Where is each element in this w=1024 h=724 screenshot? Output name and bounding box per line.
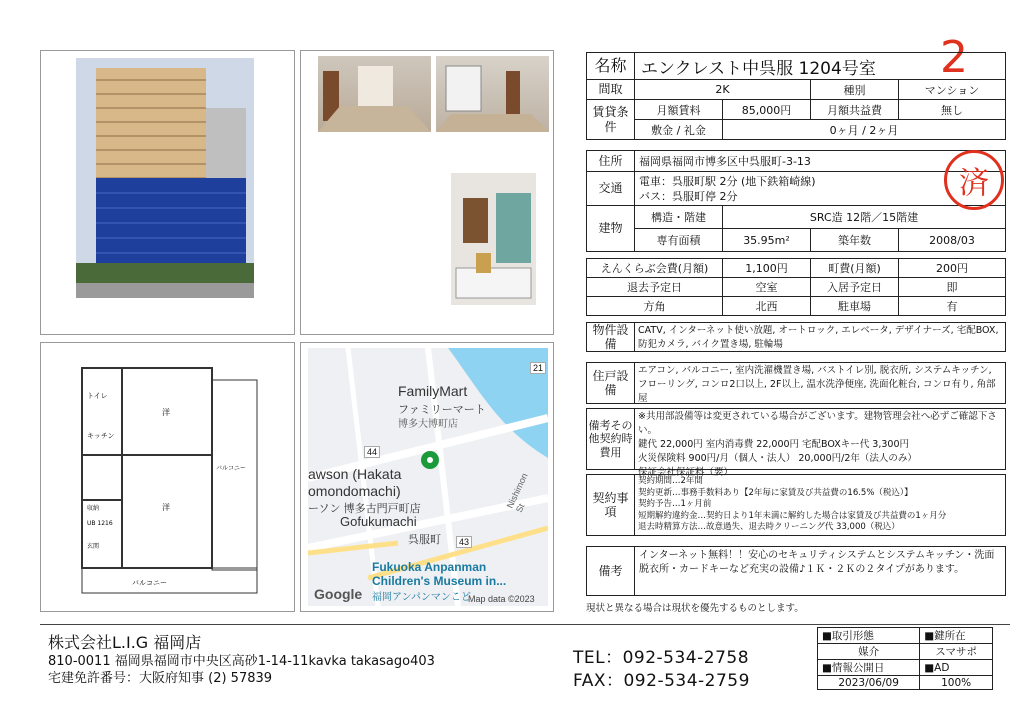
direction-value: 北西: [723, 297, 811, 315]
status-h4: ■AD: [920, 660, 993, 676]
map-station-en: Gofukumachi: [340, 514, 417, 529]
structure-value: SRC造 12階／15階建: [723, 206, 1005, 229]
sheet-number: 2: [940, 32, 968, 83]
contract-line5: 退去時精算方法…故意過失、退去時クリーニング代 33,000（税込）: [638, 522, 900, 532]
status-h1: ■取引形態: [818, 628, 920, 644]
remarks-row: [586, 546, 1006, 596]
deposit-label: 敷金 / 礼金: [635, 120, 723, 139]
status-table: [817, 627, 993, 690]
company-license: 宅建免許番号：大阪府知事 (2) 57839: [48, 671, 273, 686]
floorplan-room1-label: 洋: [162, 408, 170, 417]
floorplan-ub-label: UB 1216: [87, 520, 113, 527]
rent-block: [586, 100, 1006, 140]
unit-facilities-label: 住戸設備: [587, 363, 635, 403]
parking-label: 駐車場: [811, 297, 899, 315]
stamp-text: 済: [959, 166, 989, 201]
map-route-44: 44: [364, 446, 380, 458]
fees-block: [586, 258, 1006, 316]
unit-facilities-row: [586, 362, 1006, 404]
type-label: 種別: [811, 80, 899, 99]
contract-label: 契約事項: [587, 475, 635, 535]
floorplan: [62, 360, 272, 600]
status-v1: 媒介: [818, 644, 920, 660]
contract-line4: 短期解約違約金…契約日より1年未満に解約した場合は家賃及び共益費の1ヶ月分: [638, 510, 947, 521]
name-row: [586, 52, 1006, 80]
transport-train: 電車：呉服町駅 2分 (地下鉄箱崎線): [639, 174, 816, 188]
other-fees-line1: ※共用部設備等は変更されている場合がございます。建物管理会社へ必ずご確認下さい。: [638, 411, 997, 436]
transport-label: 交通: [587, 172, 635, 205]
area-label: 専有面積: [635, 229, 723, 251]
move-in-label: 入居予定日: [811, 278, 899, 297]
building-label: 建物: [587, 206, 635, 251]
map-familymart-jp: ファミリーマート: [398, 404, 486, 416]
contract-line1: 契約期間…2年間: [638, 476, 703, 486]
other-fees-line2: 鍵代 22,000円 室内消毒費 22,000円 宅配BOXキー代 3,300円: [638, 439, 910, 450]
common-fee-value: 無し: [899, 100, 1005, 120]
facilities-row: [586, 322, 1006, 352]
address-row: [586, 150, 1006, 172]
address-value: 福岡県福岡市博多区中呉服町-3-13: [639, 155, 811, 168]
map-route-43: 43: [456, 536, 472, 548]
rent-label: 賃貸条件: [587, 100, 635, 139]
company-address: 810-0011 福岡県福岡市中央区高砂1-14-11kavka takasago403: [48, 654, 435, 669]
madori-label: 間取: [587, 80, 635, 99]
building-photo: [76, 58, 254, 298]
floorplan-balcony-label: バルコニー: [216, 465, 247, 472]
contract-row: [586, 474, 1006, 536]
other-fees-line4: 保証会社保証料（要）: [638, 467, 734, 478]
status-v2: スマサポ: [920, 644, 993, 660]
floorplan-toilet-label: トイレ: [87, 392, 108, 400]
map-familymart-sub: 博多大博町店: [398, 419, 458, 430]
madori-value: 2K: [635, 80, 811, 99]
map-lawson-en2: omondomachi): [308, 483, 401, 499]
floorplan-room2-label: 洋: [162, 503, 170, 512]
unit-facilities-text: エアコン, バルコニー, 室内洗濯機置き場, バストイレ別, 脱衣所, システムキッチン, フローリング, コンロ2口以上, 2F以上, 温水洗浄便座, 洗面化粧台, コンロ有り, 角部屋: [638, 365, 996, 404]
company-fax: FAX：092-534-2759: [573, 671, 750, 691]
monthly-rent-value: 85,000円: [723, 100, 811, 120]
facilities-text: CATV, インターネット使い放題, オートロック, エレベータ, デザイナーズ, 宅配BOX, 防犯カメラ, バイク置き場, 駐輪場: [638, 325, 999, 350]
club-fee-label: えんくらぶ会費(月額): [587, 259, 723, 278]
map-google-logo: Google: [314, 586, 363, 602]
monthly-rent-label: 月額賃料: [635, 100, 723, 120]
town-fee-value: 200円: [899, 259, 1005, 278]
other-fees-line3: 火災保険料 900円/月（個人・法人） 20,000円/2年（法人のみ）: [638, 453, 917, 464]
leave-date-value: 空室: [723, 278, 811, 297]
leave-date-label: 退去予定日: [587, 278, 723, 297]
floorplan-entrance-label: 玄関: [87, 543, 100, 550]
map-data-credit: Map data ©2023: [468, 594, 535, 604]
contract-line3: 契約予告…1ヶ月前: [638, 499, 712, 509]
map-route-21: 21: [530, 362, 546, 374]
status-v4: 100%: [920, 676, 993, 690]
type-value: マンション: [924, 83, 980, 97]
other-fees-row: [586, 408, 1006, 478]
map-museum-jp: 福岡アンパンマンこど: [372, 592, 471, 603]
other-fees-label: 備考その他契約時費用: [587, 409, 635, 469]
facilities-label: 物件設備: [587, 323, 635, 351]
floorplan-balcony2-label: バルコニー: [132, 579, 167, 587]
name-label: 名称: [587, 53, 635, 79]
age-label: 築年数: [811, 229, 899, 251]
transport-bus: バス：呉服町停 2分: [639, 189, 738, 203]
madori-row: [586, 80, 1006, 100]
area-value: 35.95m²: [723, 229, 811, 251]
notice-text: 現状と異なる場合は現状を優先するものとします。: [586, 603, 804, 614]
map-museum-en: Fukuoka Anpanman: [372, 560, 487, 574]
status-h3: ■情報公開日: [818, 660, 920, 676]
map-station-jp: 呉服町: [408, 534, 441, 546]
move-in-value: 即: [899, 278, 1005, 297]
transport-row: [586, 172, 1006, 206]
map-lawson-en: awson (Hakata: [308, 466, 402, 482]
map-familymart-en: FamilyMart: [398, 383, 468, 399]
contract-line2: 契約更新…事務手数料あり【2年毎に家賃及び共益費の16.5%（税込）】: [638, 487, 913, 498]
map-museum-en2: Children's Museum in...: [372, 574, 507, 588]
floorplan-kitchen-label: キッチン: [87, 432, 115, 440]
completed-stamp: [944, 150, 1004, 210]
map-lawson-jp: ーソン 博多古門戸町店: [308, 503, 421, 515]
floorplan-storage-label: 収納: [87, 505, 100, 512]
deposit-value: 0ヶ月 / 2ヶ月: [829, 123, 899, 137]
property-name: エンクレスト中呉服 1204号室: [641, 58, 876, 79]
company-tel[interactable]: TEL：092-534-2758: [573, 648, 750, 668]
town-fee-label: 町費(月額): [811, 259, 899, 278]
interior-photo-1: [318, 56, 431, 132]
structure-label: 構造・階建: [635, 206, 723, 229]
club-fee-value: 1,100円: [723, 259, 811, 278]
building-block: [586, 206, 1006, 252]
address-label: 住所: [587, 151, 635, 171]
map[interactable]: [308, 348, 548, 606]
parking-value: 有: [946, 300, 958, 313]
status-h2: ■鍵所在: [920, 628, 993, 644]
age-value: 2008/03: [929, 233, 975, 247]
status-v3: 2023/06/09: [818, 676, 920, 690]
common-fee-label: 月額共益費: [811, 100, 899, 120]
interior-photo-bath: [451, 173, 536, 305]
interior-photo-2: [436, 56, 549, 132]
direction-label: 方角: [587, 297, 723, 315]
company-name: 株式会社L.I.G 福岡店: [48, 633, 202, 652]
remarks-text: インターネット無料！！安心のセキュリティシステムとシステムキッチン・洗面脱衣所・カードキーなど充実の設備♪１Ｋ・２Ｋの２タイプがあります。: [639, 550, 995, 575]
remarks-label: 備考: [587, 547, 635, 595]
footer-divider: [40, 624, 1010, 625]
map-street-label: Nishimon St: [504, 471, 530, 514]
